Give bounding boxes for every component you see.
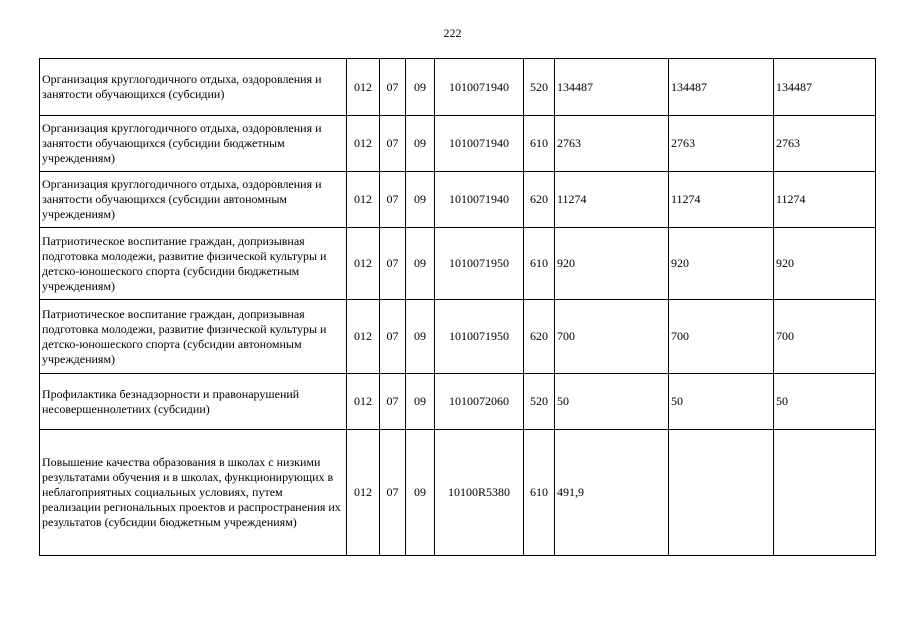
table-row [40, 228, 876, 300]
grbs-code-cell: 012 [347, 228, 380, 300]
subsection-code-cell: 09 [406, 172, 435, 228]
subsection-code-cell: 09 [406, 430, 435, 556]
row-name-cell: Организация круглогодичного отдыха, оздоровления и занятости обучающихся (субсидии бюджетным учреждениям) [40, 116, 347, 172]
target-article-cell: 1010071940 [435, 172, 524, 228]
amount-year2-cell: 134487 [669, 59, 774, 116]
expense-type-cell: 610 [524, 116, 555, 172]
target-article-cell: 1010071940 [435, 116, 524, 172]
amount-year1-cell: 491,9 [555, 430, 669, 556]
expense-type-cell: 610 [524, 228, 555, 300]
amount-year3-cell: 700 [774, 300, 876, 374]
expense-type-cell: 610 [524, 430, 555, 556]
section-code-cell: 07 [380, 116, 406, 172]
row-name-cell: Патриотическое воспитание граждан, допризывная подготовка молодежи, развитие физической культуры и детско-юношеского спорта (субсидии автономным учреждениям) [40, 300, 347, 374]
subsection-code-cell: 09 [406, 59, 435, 116]
section-code-cell: 07 [380, 228, 406, 300]
grbs-code-cell: 012 [347, 59, 380, 116]
expense-type-cell: 520 [524, 59, 555, 116]
subsection-code-cell: 09 [406, 300, 435, 374]
table-row [40, 374, 876, 430]
amount-year3-cell: 134487 [774, 59, 876, 116]
amount-year3-cell: 2763 [774, 116, 876, 172]
section-code-cell: 07 [380, 172, 406, 228]
amount-year3-cell: 50 [774, 374, 876, 430]
subsection-code-cell: 09 [406, 374, 435, 430]
section-code-cell: 07 [380, 300, 406, 374]
table-row [40, 116, 876, 172]
table-row [40, 430, 876, 556]
row-name-cell: Профилактика безнадзорности и правонарушений несовершеннолетних (субсидии) [40, 374, 347, 430]
table-row [40, 172, 876, 228]
target-article-cell: 1010071950 [435, 300, 524, 374]
amount-year2-cell: 50 [669, 374, 774, 430]
amount-year3-cell [774, 430, 876, 556]
expense-type-cell: 620 [524, 172, 555, 228]
expense-type-cell: 520 [524, 374, 555, 430]
target-article-cell: 1010071950 [435, 228, 524, 300]
section-code-cell: 07 [380, 430, 406, 556]
page-number: 222 [443, 26, 462, 40]
amount-year1-cell: 2763 [555, 116, 669, 172]
amount-year1-cell: 134487 [555, 59, 669, 116]
row-name-cell: Повышение качества образования в школах с низкими результатами обучения и в школах, функционирующих в неблагоприятных социальных условиях, путем реализации региональных проектов и распространения их результатов (субсидии бюджетным учреждениям) [40, 430, 347, 556]
target-article-cell: 1010072060 [435, 374, 524, 430]
amount-year2-cell: 700 [669, 300, 774, 374]
grbs-code-cell: 012 [347, 374, 380, 430]
grbs-code-cell: 012 [347, 300, 380, 374]
row-name-cell: Организация круглогодичного отдыха, оздоровления и занятости обучающихся (субсидии автономным учреждениям) [40, 172, 347, 228]
amount-year2-cell: 11274 [669, 172, 774, 228]
table-row [40, 59, 876, 116]
grbs-code-cell: 012 [347, 430, 380, 556]
expense-type-cell: 620 [524, 300, 555, 374]
target-article-cell: 10100R5380 [435, 430, 524, 556]
amount-year2-cell: 920 [669, 228, 774, 300]
amount-year2-cell [669, 430, 774, 556]
subsection-code-cell: 09 [406, 116, 435, 172]
amount-year3-cell: 11274 [774, 172, 876, 228]
amount-year1-cell: 11274 [555, 172, 669, 228]
table-row [40, 300, 876, 374]
target-article-cell: 1010071940 [435, 59, 524, 116]
amount-year1-cell: 50 [555, 374, 669, 430]
subsection-code-cell: 09 [406, 228, 435, 300]
amount-year1-cell: 920 [555, 228, 669, 300]
amount-year3-cell: 920 [774, 228, 876, 300]
budget-table [39, 58, 876, 556]
grbs-code-cell: 012 [347, 116, 380, 172]
section-code-cell: 07 [380, 59, 406, 116]
amount-year1-cell: 700 [555, 300, 669, 374]
row-name-cell: Организация круглогодичного отдыха, оздоровления и занятости обучающихся (субсидии) [40, 59, 347, 116]
grbs-code-cell: 012 [347, 172, 380, 228]
section-code-cell: 07 [380, 374, 406, 430]
amount-year2-cell: 2763 [669, 116, 774, 172]
row-name-cell: Патриотическое воспитание граждан, допризывная подготовка молодежи, развитие физической культуры и детско-юношеского спорта (субсидии бюджетным учреждениям) [40, 228, 347, 300]
